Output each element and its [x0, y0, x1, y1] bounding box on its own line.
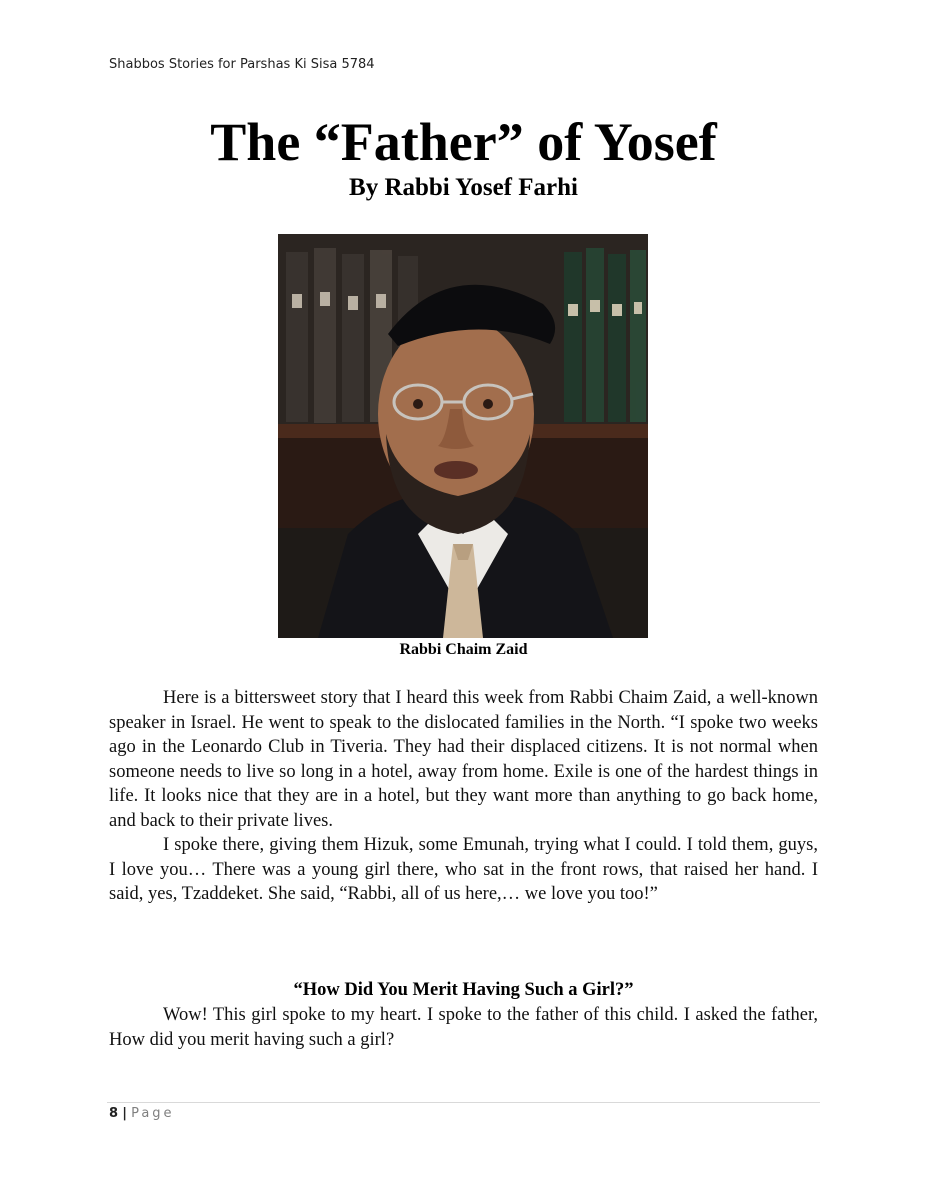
footer-separator: |: [122, 1106, 127, 1121]
article-body: [109, 686, 818, 907]
page-number: 8: [109, 1106, 119, 1121]
body-paragraph: Here is a bittersweet story that I heard this week from Rabbi Chaim Zaid, a well-known speaker in Israel. He went to speak to the dislocated families in the North. “I spoke two weeks ago in the Leonardo Club in Tiveria. They had their displaced citizens. It is not normal when someone needs to live so long in a hotel, away from home. Exile is one of the hardest things in life. It looks nice that they are in a hotel, but they want more than anything to go back home, and back to their private lives.: [109, 688, 818, 831]
portrait-photo: [278, 234, 648, 638]
article-body-continued: [109, 1003, 818, 1052]
body-paragraph: Wow! This girl spoke to my heart. I spoke to the father of this child. I asked the father, How did you merit having such a girl?: [109, 1005, 818, 1050]
page-footer: [109, 1106, 175, 1121]
page-label: Page: [131, 1106, 175, 1121]
photo-caption: Rabbi Chaim Zaid: [399, 641, 528, 658]
footer-divider: [107, 1102, 820, 1103]
body-paragraph: I spoke there, giving them Hizuk, some Emunah, trying what I could. I told them, guys, I love you… There was a young girl there, who sat in the front rows, that raised her hand. I said, yes, Tzaddeket. She said, “Rabbi, all of us here,… we love you too!”: [109, 835, 818, 904]
section-subheading: “How Did You Merit Having Such a Girl?”: [293, 980, 634, 1000]
running-header: Shabbos Stories for Parshas Ki Sisa 5784: [109, 57, 375, 72]
article-title: The “Father” of Yosef: [210, 112, 717, 172]
article-byline: By Rabbi Yosef Farhi: [349, 174, 578, 201]
